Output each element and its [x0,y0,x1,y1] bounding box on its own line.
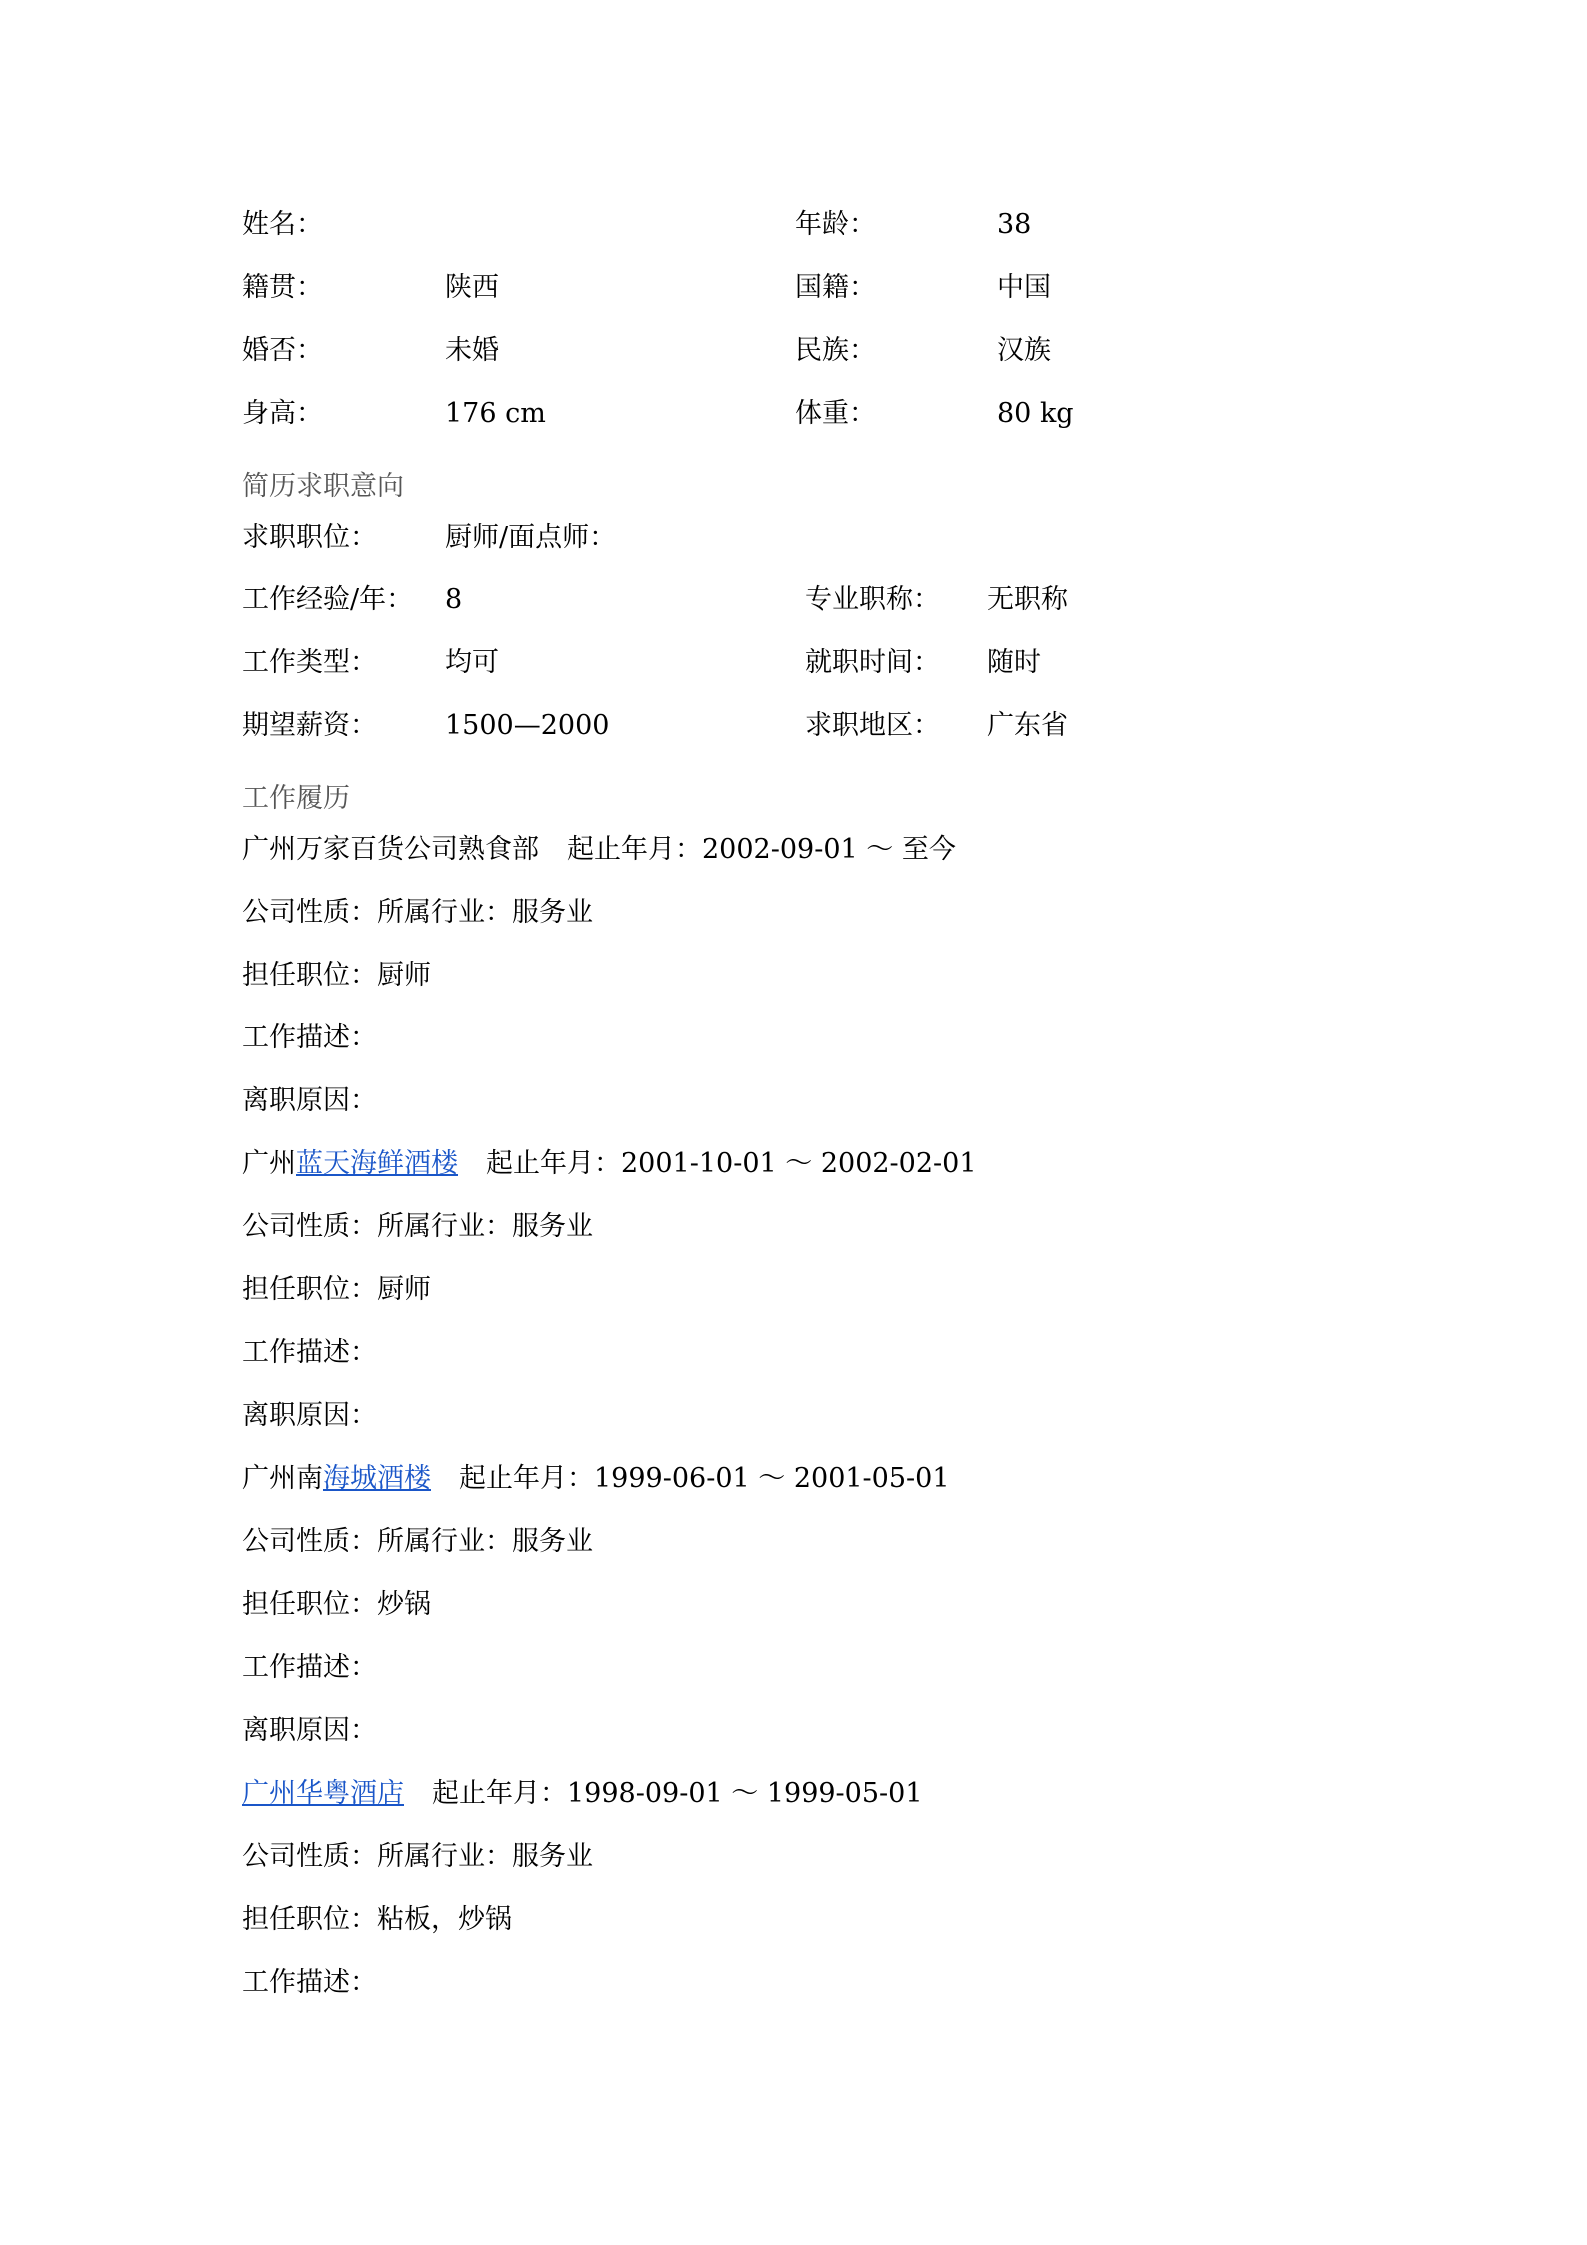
job-2-role: 担任职位：厨师 [242,1274,431,1305]
job-3-company-prefix: 广州南 [242,1463,323,1494]
intent-section-title: 简历求职意向 [242,471,404,502]
job-3-leave-reason: 离职原因： [242,1715,377,1746]
job-3-role: 担任职位：炒锅 [242,1589,431,1620]
age-value: 38 [997,209,1032,240]
ethnicity-label: 民族： [795,335,876,366]
type-value: 均可 [445,647,499,678]
job-4-header [242,1774,1242,1814]
job-1-description: 工作描述： [242,1022,377,1053]
job-1-company: 广州万家百货公司熟食部 [242,834,539,865]
job-2-period: 起止年月：2001-10-01 ～ 2002-02-01 [486,1148,977,1179]
ethnicity-value: 汉族 [997,335,1051,366]
region-value: 广东省 [987,710,1068,741]
origin-label: 籍贯： [242,272,323,303]
personal-row-height-weight [242,394,1242,434]
marital-label: 婚否： [242,335,323,366]
name-label: 姓名： [242,209,323,240]
job-2-company-link[interactable]: 蓝天海鲜酒楼 [296,1148,458,1179]
job-4-role: 担任职位：粘板，炒锅 [242,1904,512,1935]
position-value: 厨师/面点师： [445,522,617,553]
resume-page [242,0,1352,2245]
job-1-header [242,830,1242,870]
height-label: 身高： [242,398,323,429]
personal-row-marital-ethnicity [242,331,1242,371]
job-2-leave-reason: 离职原因： [242,1400,377,1431]
position-label: 求职职位： [242,522,377,553]
job-4-company-link[interactable]: 广州华粤酒店 [242,1778,404,1809]
nationality-label: 国籍： [795,272,876,303]
height-value: 176 cm [445,398,546,429]
job-4-nature: 公司性质：所属行业：服务业 [242,1841,593,1872]
marital-value: 未婚 [445,335,499,366]
job-4-period: 起止年月：1998-09-01 ～ 1999-05-01 [432,1778,923,1809]
intent-row-experience-title [242,580,1242,620]
weight-value: 80 kg [997,398,1074,429]
intent-row-salary-region [242,706,1242,746]
experience-label: 工作经验/年： [242,584,414,615]
age-label: 年龄： [795,209,876,240]
job-3-company-link[interactable]: 海城酒楼 [323,1463,431,1494]
region-label: 求职地区： [805,710,940,741]
job-2-description: 工作描述： [242,1337,377,1368]
type-label: 工作类型： [242,647,377,678]
start-value: 随时 [987,647,1041,678]
job-2-company-prefix: 广州 [242,1148,296,1179]
origin-value: 陕西 [445,272,499,303]
experience-value: 8 [445,584,463,615]
history-section-title: 工作履历 [242,783,350,814]
job-4-description: 工作描述： [242,1967,377,1998]
job-1-role: 担任职位：厨师 [242,960,431,991]
start-label: 就职时间： [805,647,940,678]
job-3-nature: 公司性质：所属行业：服务业 [242,1526,593,1557]
job-1-leave-reason: 离职原因： [242,1085,377,1116]
title-value: 无职称 [987,584,1068,615]
job-3-period: 起止年月：1999-06-01 ～ 2001-05-01 [459,1463,950,1494]
personal-row-name-age [242,205,1242,245]
job-2-nature: 公司性质：所属行业：服务业 [242,1211,593,1242]
personal-row-origin-nationality [242,268,1242,308]
job-3-description: 工作描述： [242,1652,377,1683]
job-2-header [242,1144,1242,1184]
nationality-value: 中国 [997,272,1051,303]
weight-label: 体重： [795,398,876,429]
title-label: 专业职称： [805,584,940,615]
job-3-header [242,1459,1242,1499]
intent-row-type-start [242,643,1242,683]
intent-row-position [242,518,1242,558]
job-1-nature: 公司性质：所属行业：服务业 [242,897,593,928]
job-1-period: 起止年月：2002-09-01 ～ 至今 [567,834,956,865]
salary-label: 期望薪资： [242,710,377,741]
salary-value: 1500—2000 [445,710,610,741]
